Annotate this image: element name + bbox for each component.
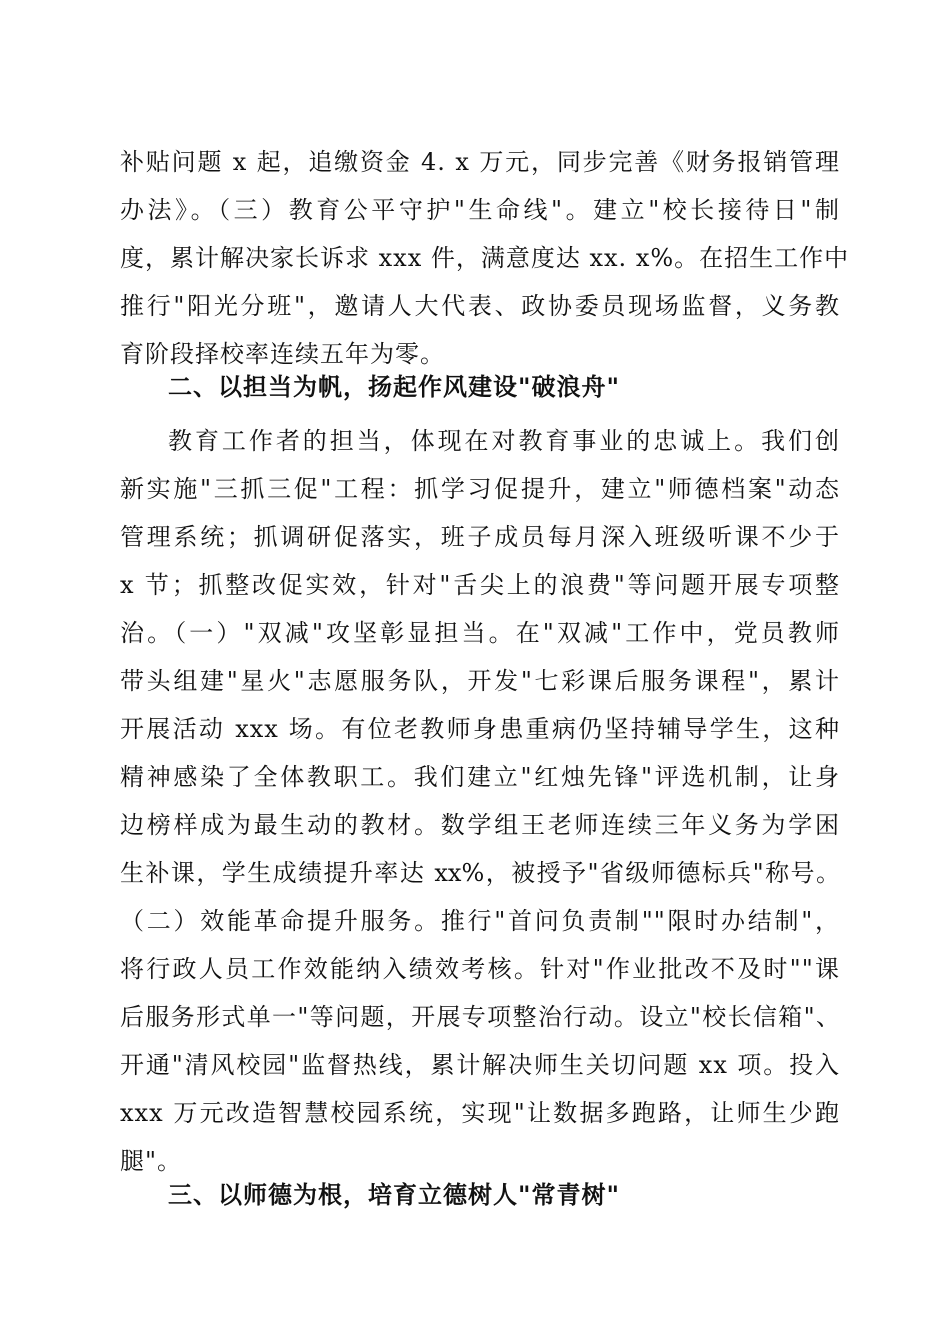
paragraph-line: x 节；抓整改促实效，针对"舌尖上的浪费"等问题开展专项整: [120, 571, 840, 599]
paragraph-line: 新实施"三抓三促"工程：抓学习促提升，建立"师德档案"动态: [120, 475, 840, 503]
paragraph-line: 精神感染了全体教职工。我们建立"红烛先锋"评选机制，让身: [120, 763, 840, 791]
paragraph-line: 教育工作者的担当，体现在对教育事业的忠诚上。我们创: [168, 427, 840, 455]
section-heading-3: 三、以师德为根，培育立德树人"常青树": [168, 1181, 621, 1209]
paragraph-line: 生补课，学生成绩提升率达 xx%，被授予"省级师德标兵"称号。: [120, 859, 840, 887]
paragraph-line: 带头组建"星火"志愿服务队，开发"七彩课后服务课程"，累计: [120, 667, 840, 695]
paragraph-line: 开展活动 xxx 场。有位老教师身患重病仍坚持辅导学生，这种: [120, 715, 840, 743]
section-heading-2: 二、以担当为帆，扬起作风建设"破浪舟": [168, 373, 621, 401]
paragraph-line: 边榜样成为最生动的教材。数学组王老师连续三年义务为学困: [120, 811, 840, 839]
paragraph-line: 管理系统；抓调研促落实，班子成员每月深入班级听课不少于: [120, 523, 840, 551]
paragraph-line: xxx 万元改造智慧校园系统，实现"让数据多跑路，让师生少跑: [120, 1099, 840, 1127]
paragraph-line: 腿"。: [120, 1147, 183, 1175]
paragraph-line: 将行政人员工作效能纳入绩效考核。针对"作业批改不及时""课: [120, 955, 840, 983]
paragraph-line: 育阶段择校率连续五年为零。: [120, 340, 445, 368]
paragraph-line: 治。（一）"双减"攻坚彰显担当。在"双减"工作中，党员教师: [120, 619, 840, 647]
paragraph-line: 推行"阳光分班"，邀请人大代表、政协委员现场监督，义务教: [120, 292, 840, 320]
paragraph-line: 补贴问题 x 起，追缴资金 4. x 万元，同步完善《财务报销管理: [120, 148, 840, 176]
paragraph-line: 开通"清风校园"监督热线，累计解决师生关切问题 xx 项。投入: [120, 1051, 840, 1079]
paragraph-line: 度，累计解决家长诉求 xxx 件，满意度达 xx. x%。在招生工作中: [120, 244, 850, 272]
paragraph-line: （二）效能革命提升服务。推行"首问负责制""限时办结制"，: [120, 907, 840, 935]
paragraph-line: 办法》。（三）教育公平守护"生命线"。建立"校长接待日"制: [120, 196, 840, 224]
paragraph-line: 后服务形式单一"等问题，开展专项整治行动。设立"校长信箱"、: [120, 1003, 840, 1031]
